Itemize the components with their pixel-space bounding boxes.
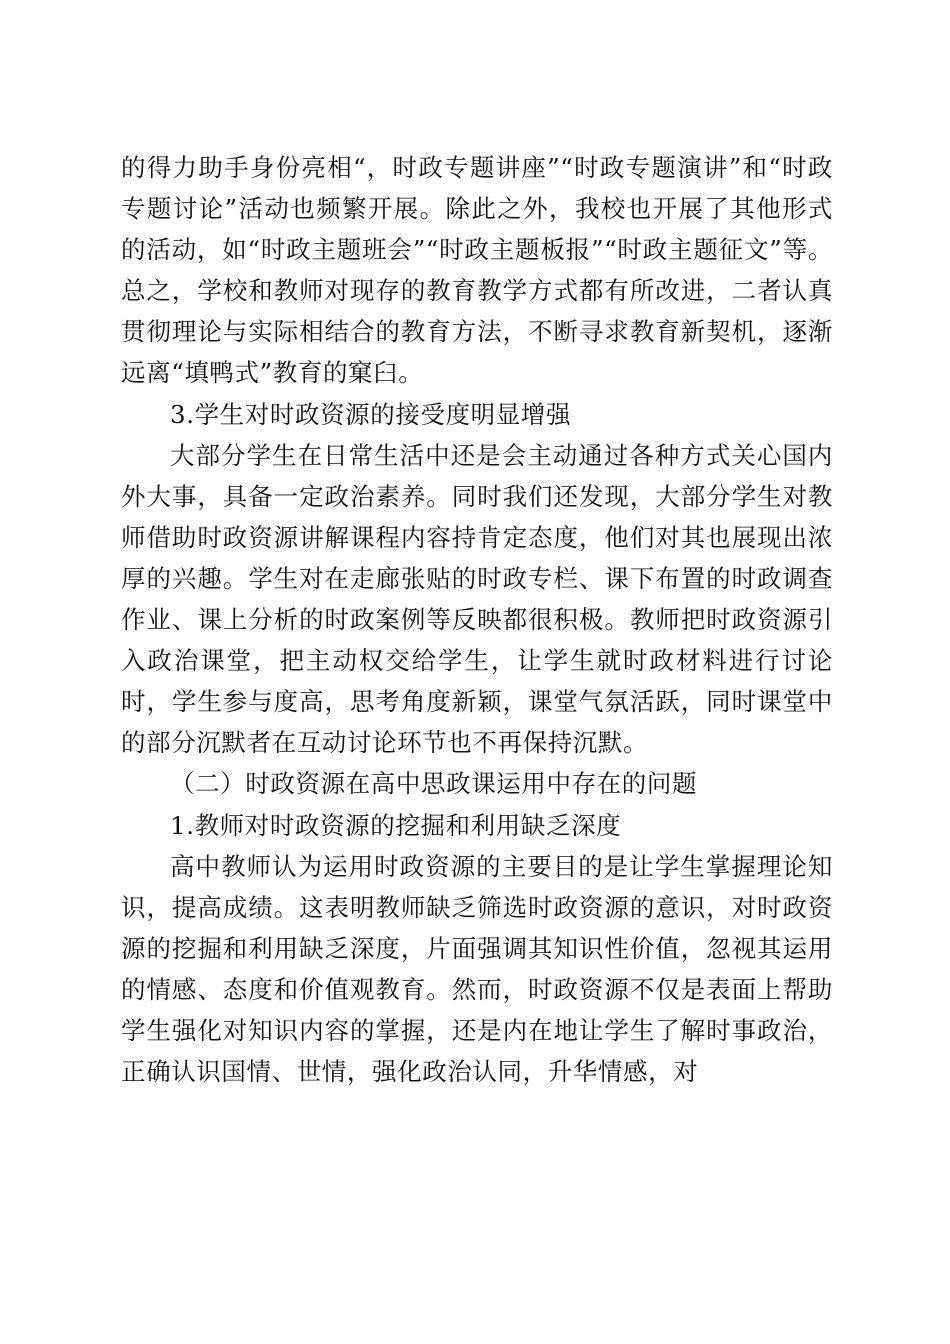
subheading-3: 3.学生对时政资源的接受度明显增强 (170, 399, 572, 429)
section-heading-problems: （二）时政资源在高中思政课运用中存在的问题 (170, 769, 698, 799)
paragraph-continuation: 的得力助手身份亮相“，时政专题讲座”“时政专题演讲”和“时政专题讨论”活动也频繁开展。除此之外，我校也开展了其他形式的活动，如“时政主题班会”“时政主题板报”“时政主题征文”等。总之，学校和教师对现存的教育教学方式都有所改进，二者认真贯彻理论与实际相结合的教育方法，不断寻求教育新契机，逐渐远离“填鸭式”教育的窠臼。 (121, 153, 833, 388)
paragraph-student-acceptance: 大部分学生在日常生活中还是会主动通过各种方式关心国内外大事，具备一定政治素养。同时我们还发现，大部分学生对教师借助时政资源讲解课程内容持肯定态度，他们对其也展现出浓厚的兴趣。学生对在走廊张贴的时政专栏、课下布置的时政调查作业、课上分析的时政案例等反映都很积极。教师把时政资源引入政治课堂，把主动权交给学生，让学生就时政材料进行讨论时，学生参与度高，思考角度新颖，课堂气氛活跃，同时课堂中的部分沉默者在互动讨论环节也不再保持沉默。 (121, 440, 833, 758)
paragraph-teacher-depth: 高中教师认为运用时政资源的主要目的是让学生掌握理论知识，提高成绩。这表明教师缺乏筛选时政资源的意识，对时政资源的挖掘和利用缺乏深度，片面强调其知识性价值，忽视其运用的情感、态度和价值观教育。然而，时政资源不仅是表面上帮助学生强化对知识内容的掌握，还是内在地让学生了解时事政治，正确认识国情、世情，强化政治认同，升华情感，对 (121, 851, 833, 1087)
subheading-1: 1.教师对时政资源的挖掘和利用缺乏深度 (170, 810, 622, 840)
document-body (121, 147, 833, 1092)
